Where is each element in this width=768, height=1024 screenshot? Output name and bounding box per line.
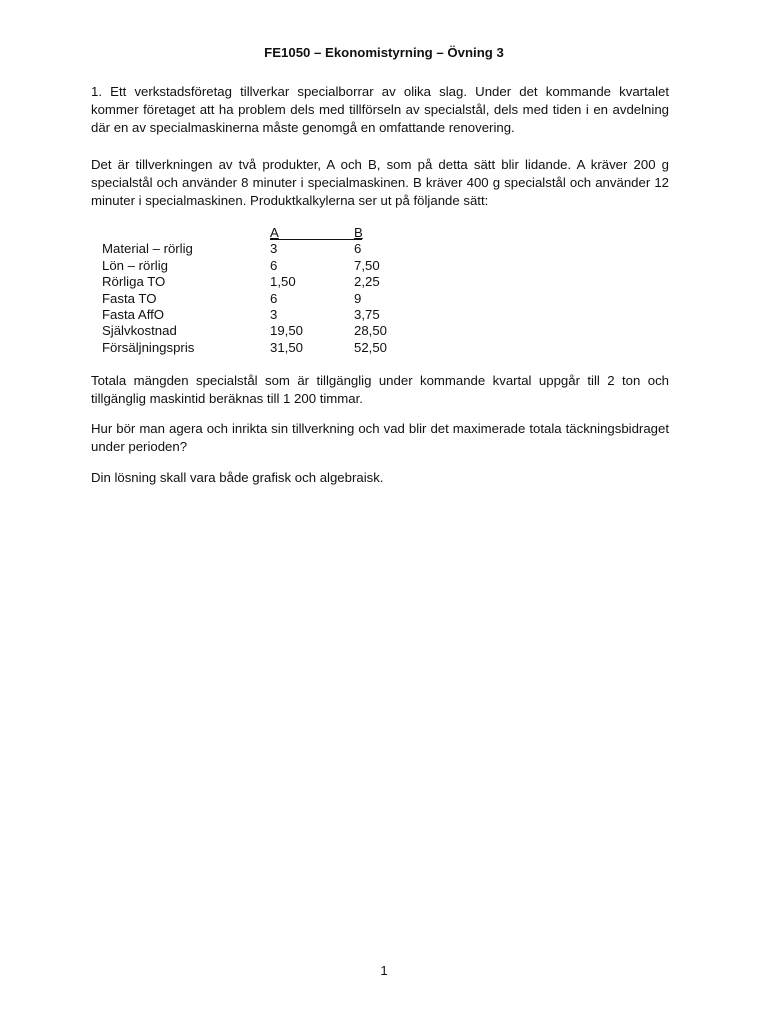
row-value-b: 2,25 [354, 274, 380, 290]
row-value-b: 52,50 [354, 339, 388, 355]
table-row [102, 323, 422, 339]
product-calculation-table [102, 225, 422, 356]
row-value-a: 6 [270, 257, 278, 273]
row-value-b: 28,50 [354, 323, 388, 339]
row-label: Material – rörlig [102, 241, 193, 257]
table-header-a: A [270, 225, 279, 240]
row-value-a: 3 [270, 306, 278, 322]
table-row [102, 307, 422, 323]
row-label: Lön – rörlig [102, 257, 168, 273]
row-value-a: 31,50 [270, 339, 304, 355]
table-row [102, 258, 422, 274]
row-label: Fasta TO [102, 290, 157, 306]
row-label: Rörliga TO [102, 274, 166, 290]
table-header-b: B [354, 225, 363, 240]
paragraph-product-requirements: Det är tillverkningen av två produkter, A och B, som på detta sätt blir lidande. A kräver 200 g specialstål och använder 8 minuter i specialmaskinen. B kräver 400 g specialstål och använder 12 minuter i specialmaskinen. Produktkalkylerna ser ut på följande sätt: [91, 157, 669, 208]
row-label: Fasta AffO [102, 306, 165, 322]
table-row [102, 241, 422, 257]
row-value-a: 1,50 [270, 274, 296, 290]
row-value-b: 9 [354, 290, 362, 306]
row-value-a: 6 [270, 290, 278, 306]
row-value-b: 3,75 [354, 306, 380, 322]
paragraph-problem-intro: 1. Ett verkstadsföretag tillverkar specialborrar av olika slag. Under det kommande kvartalet kommer företaget att ha problem dels med tillförseln av specialstål, dels med tiden i en avdelning där en av specialmaskinerna måste genomgå en omfattande renovering. [91, 84, 669, 135]
page-number: 1 [380, 963, 388, 978]
paragraph-capacity: Totala mängden specialstål som är tillgänglig under kommande kvartal uppgår till 2 ton och tillgänglig maskintid beräknas till 1 200 timmar. [91, 373, 669, 406]
table-row [102, 274, 422, 290]
paragraph-solution-instruction: Din lösning skall vara både grafisk och algebraisk. [91, 470, 384, 485]
row-value-b: 6 [354, 241, 362, 257]
document-title: FE1050 – Ekonomistyrning – Övning 3 [264, 45, 504, 60]
paragraph-question: Hur bör man agera och inrikta sin tillverkning och vad blir det maximerade totala täckningsbidraget under perioden? [91, 421, 669, 454]
table-row [102, 340, 422, 356]
row-value-a: 19,50 [270, 323, 304, 339]
table-row [102, 291, 422, 307]
header-underline [270, 239, 362, 240]
row-label: Försäljningspris [102, 339, 195, 355]
row-value-a: 3 [270, 241, 278, 257]
row-label: Självkostnad [102, 323, 177, 339]
row-value-b: 7,50 [354, 257, 380, 273]
table-header-row [102, 225, 422, 241]
